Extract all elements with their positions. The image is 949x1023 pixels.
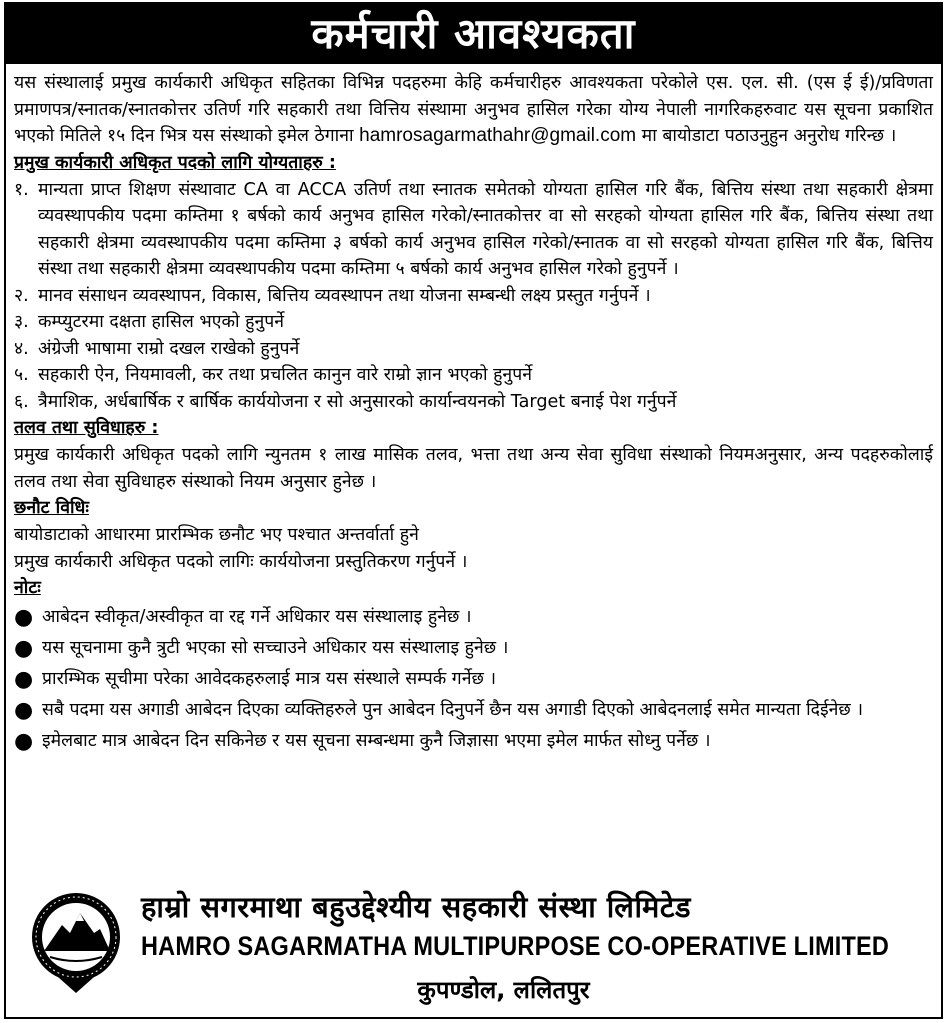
qualifications-list — [14, 177, 933, 416]
intro-text: यस संस्थालाई प्रमुख कार्यकारी अधिकृत सहितका विभिन्न पदहरुमा केहि कर्मचारीहरु आवश्यकता परेकोले एस. एल. सी. (एस ई ई)/प्रविणता प्रमाणपत्र/स्नातक/स्नातकोत्तर उतिर्ण गरि सहकारी तथा वित्तिय संस्थामा अनुभव हासिल गरेका योग्य नेपाली नागरिकहरुवाट यस सूचना प्रकाशित भएको मितिले १५ दिन भित्र यस संस्थाको इमेल ठेगाना — [14, 73, 933, 146]
notice-body — [6, 64, 941, 757]
qualification-item — [14, 362, 933, 389]
note-item — [14, 726, 933, 757]
item-number: २. — [14, 285, 29, 306]
note-item — [14, 695, 933, 726]
notes-list — [14, 602, 933, 757]
item-text: मानव संसाधन व्यवस्थापन, विकास, बित्तिय व्यवस्थापन तथा योजना सम्बन्धी लक्ष्य प्रस्तुत गर्नुपर्ने । — [38, 285, 651, 306]
qualification-item — [14, 283, 933, 310]
salary-heading: तलव तथा सुविधाहरु : — [14, 418, 159, 438]
bullet-icon: ● — [14, 667, 34, 692]
note-text: प्रारम्भिक सूचीमा परेका आवेदकहरुलाई मात्र यस संस्थाले सम्पर्क गर्नेछ । — [42, 669, 497, 689]
qualifications-heading: प्रमुख कार्यकारी अधिकृत पदको लागि योग्यताहरु : — [14, 152, 336, 173]
note-text: इमेलबाट मात्र आबेदन दिन सकिनेछ र यस सूचना सम्बन्धमा कुनै जिज्ञासा भएमा इमेल मार्फत सोध्नु पर्नेछ । — [42, 731, 711, 751]
intro-text-end: मा बायोडाटा पठाउनुहुन अनुरोध गरिन्छ । — [636, 126, 897, 146]
note-text: सबै पदमा यस अगाडी आबेदन दिएका व्यक्तिहरुले पुन आबेदन दिनुपर्ने छैन यस अगाडी दिएको आबेदनलाई समेत मान्यता दिईनेछ । — [42, 700, 863, 720]
organization-name-nepali: हाम्रो सगरमाथा बहुउद्देश्यीय सहकारी संस्था लिमिटेड — [141, 890, 691, 924]
note-item — [14, 633, 933, 664]
notes-heading: नोटः — [14, 578, 41, 598]
item-text: कम्प्युटरमा दक्षता हासिल भएको हुनुपर्ने — [38, 312, 284, 332]
selection-heading: छनौट विधिः — [14, 498, 89, 518]
notice-title: कर्मचारी आवश्यकता — [6, 4, 941, 64]
item-number: ६. — [14, 391, 29, 412]
organization-address: कुपण्डोल, ललितपुर — [417, 976, 590, 1004]
item-number: ४. — [14, 338, 29, 359]
organization-footer — [6, 879, 941, 1017]
intro-paragraph — [14, 70, 933, 150]
item-text: त्रैमाशिक, अर्धबार्षिक र बार्षिक कार्ययोजना र सो अनुसारको कार्यान्वयनको Target बनाई पेश गर्नुपर्ने — [38, 391, 677, 412]
vacancy-notice — [4, 2, 943, 1019]
qualification-item — [14, 336, 933, 363]
item-text: अंग्रेजी भाषामा राम्रो दखल राखेको हुनुपर्ने — [38, 338, 300, 359]
qualification-item — [14, 389, 933, 416]
item-text: मान्यता प्राप्त शिक्षण संस्थावाट CA वा ACCA उतिर्ण तथा स्नातक समेतको योग्यता हासिल गरि बैंक, बित्तिय संस्था तथा सहकारी क्षेत्रमा व्यवस्थापकीय पदमा कम्तिमा १ बर्षको कार्य अनुभव हासिल गरेको/स्नातकोत्तर वा सो सरहको योग्यता हासिल गरि बैंक, बित्तिय संस्था तथा सहकारी क्षेत्रमा व्यवस्थापकीय पदमा कम्तिमा ३ बर्षको कार्य अनुभव हासिल गरेको/स्नातक वा सो सरहको योग्यता हासिल गरि बैंक, बित्तिय संस्था तथा सहकारी क्षेत्रमा व्यवस्थापकीय पदमा कम्तिमा ५ बर्षको कार्य अनुभव हासिल गरेको हुनुपर्ने । — [38, 179, 934, 279]
contact-email: hamrosagarmathahr@gmail.com — [359, 125, 637, 146]
bullet-icon: ● — [14, 605, 34, 630]
note-text: यस सूचनामा कुनै त्रुटी भएका सो सच्चाउने अधिकार यस संस्थालाइ हुनेछ । — [42, 638, 509, 658]
note-text: आबेदन स्वीकृत/अस्वीकृत वा रद्द गर्ने अधिकार यस संस्थालाइ हुनेछ । — [42, 607, 472, 627]
bullet-icon: ● — [14, 698, 34, 723]
selection-line-2: प्रमुख कार्यकारी अधिकृत पदको लागिः कार्ययोजना प्रस्तुतिकरण गर्नुपर्ने । — [14, 551, 468, 572]
item-number: ३. — [14, 312, 29, 332]
qualification-item — [14, 309, 933, 336]
bullet-icon: ● — [14, 729, 34, 754]
item-number: ५. — [14, 365, 29, 385]
item-number: १. — [14, 179, 29, 200]
selection-line-1: बायोडाटाको आधारमा प्रारम्भिक छनौट भए पश्चात अन्तर्वार्ता हुने — [14, 525, 419, 545]
organization-name-english: HAMRO SAGARMATHA MULTIPURPOSE CO-OPERATIVE LIMITED — [141, 931, 890, 961]
note-item — [14, 602, 933, 633]
item-text: सहकारी ऐन, नियमावली, कर तथा प्रचलित कानुन वारे राम्रो ज्ञान भएको हुनुपर्ने — [38, 365, 532, 385]
note-item — [14, 664, 933, 695]
salary-text: प्रमुख कार्यकारी अधिकृत पदको लागि न्युनतम १ लाख मासिक तलव, भत्ता तथा अन्य सेवा सुविधा संस्थाको नियमअनुसार, अन्य पदहरुकोलाई तलव तथा सेवा सुविधाहरु संस्थाको नियम अनुसार हुनेछ । — [14, 445, 933, 492]
qualification-item — [14, 177, 933, 283]
bullet-icon: ● — [14, 636, 34, 661]
